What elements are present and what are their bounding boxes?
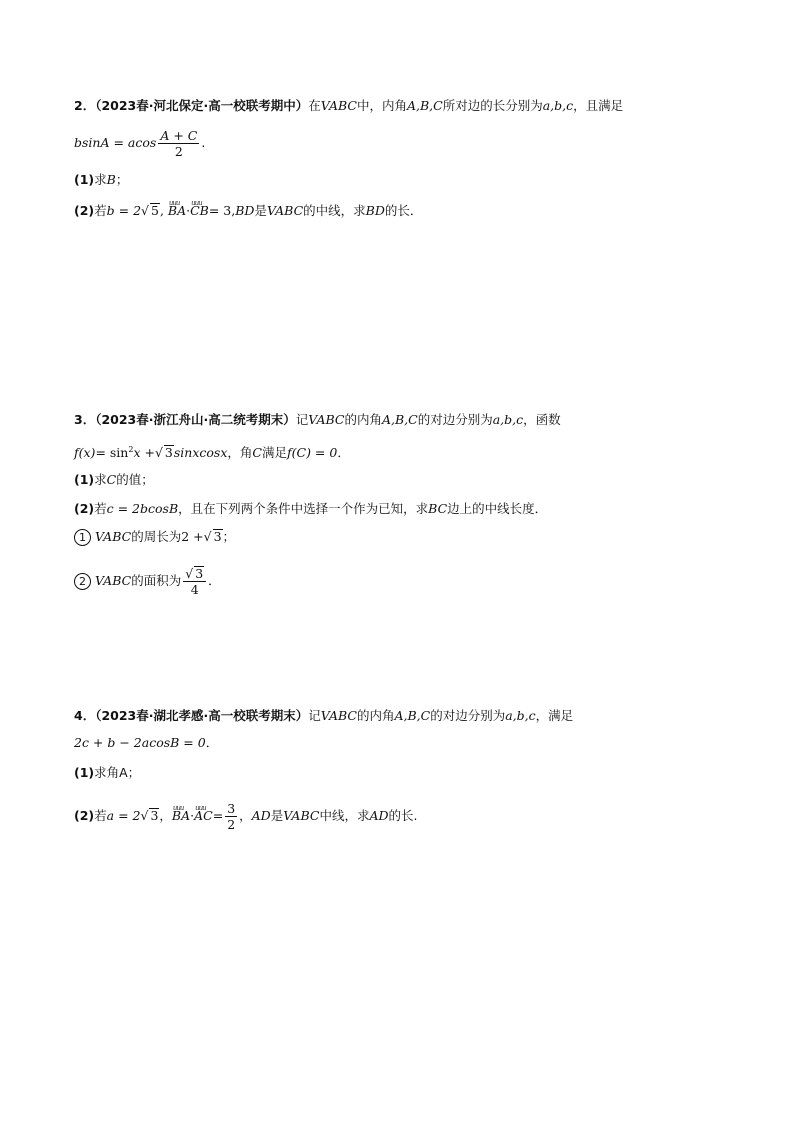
q3-circle-1: 1 <box>74 529 91 546</box>
q3-part2 <box>74 500 547 518</box>
q2-part2-text: 若 <box>94 203 107 218</box>
q4-number: 4． <box>74 708 96 723</box>
q4-text: 中线，求 <box>319 808 370 823</box>
q3-part1-end: 的值； <box>116 472 154 487</box>
q3-triangle: VABC <box>308 412 345 427</box>
q3-c1-end: ； <box>222 529 236 544</box>
q3-f-rest: sinxcosx <box>173 445 228 461</box>
q2-dot: · <box>186 203 191 218</box>
q4-triangle2: VABC <box>283 808 320 823</box>
q4-part2-a: a = 2 <box>106 808 141 823</box>
q2-end: 的长． <box>384 203 423 218</box>
q2-fraction <box>158 128 199 159</box>
q2-stem-text: 所对边的长分别为 <box>442 98 543 113</box>
q4-triangle: VABC <box>320 708 357 723</box>
q3-condition2 <box>74 566 221 597</box>
q4-text: 是 <box>270 808 284 823</box>
q2-part1-end: ； <box>115 172 129 187</box>
q3-fc: f(C) = 0 <box>287 445 338 461</box>
q3-c2-num: √ 3 <box>185 566 204 581</box>
q2-triangle2: VABC <box>266 203 304 218</box>
q2-stem-text: 在 <box>308 98 321 113</box>
q3-text: 满足 <box>261 445 287 461</box>
q4-eq-sign: = <box>212 808 224 823</box>
q4-fraction <box>225 801 237 832</box>
q3-part2-text: ，且在下列两个条件中选择一个作为已知，求 <box>178 501 429 516</box>
q2-part1-var: B <box>106 172 116 187</box>
q4-ad2: AD <box>369 808 389 823</box>
q4-dot: · <box>190 808 195 823</box>
q4-vector-ba: uuu BA <box>172 807 190 825</box>
q4-stem-text: 的内角 <box>356 708 395 723</box>
q4-end: 的长. <box>388 808 418 823</box>
q3-source: （2023春·浙江舟山·高二统考期末） <box>95 412 296 427</box>
q3-f-eq: = sin <box>95 445 129 461</box>
q2-stem-text: ，且满足 <box>573 98 624 113</box>
q4-stem-text: 的对边分别为 <box>430 708 506 723</box>
q3-part1-var: C <box>106 472 117 487</box>
q3-f-sup: 2 <box>128 445 134 454</box>
q2-part1-label: (1) <box>74 172 95 187</box>
q3-bc: BC <box>428 501 448 516</box>
q2-frac-num: A + C <box>160 128 198 143</box>
q4-part1 <box>74 764 140 782</box>
q3-circle-2: 2 <box>74 573 91 590</box>
q4-vector-ac: uuu AC <box>194 807 213 825</box>
q2-eq-end: . <box>201 135 206 150</box>
q4-stem-text: ，满足 <box>535 708 574 723</box>
q3-part2-text: 若 <box>94 501 107 516</box>
q3-c1-val: 2 + <box>181 529 204 544</box>
q4-part2-sqrt: 3 <box>150 808 159 823</box>
q2-angles: A,B,C <box>406 98 443 113</box>
q2-stem-text: 中，内角 <box>356 98 407 113</box>
q4-part2-label: (2) <box>74 808 95 823</box>
q3-end: ． <box>337 445 350 461</box>
q3-f-x: x + <box>133 445 155 461</box>
q3-c: C <box>252 445 262 461</box>
q3-stem <box>74 411 561 429</box>
q4-comma2: ， <box>239 808 252 823</box>
q2-part2-label: (2) <box>74 203 95 218</box>
q3-part1 <box>74 471 154 489</box>
q3-c2-tri: VABC <box>95 573 132 588</box>
q2-text: 的中线，求 <box>303 203 366 218</box>
q4-frac-num: 3 <box>227 801 236 816</box>
q4-source: （2023春·湖北孝感·高一校联考期末） <box>95 708 309 723</box>
q3-c1-tri: VABC <box>95 529 132 544</box>
q3-stem-text: 的内角 <box>344 412 382 427</box>
q3-c2-end: ． <box>208 573 221 588</box>
q3-f-left: f(x) <box>74 445 96 461</box>
q3-stem-text: 记 <box>295 412 309 427</box>
q4-sides: a,b,c <box>505 708 536 723</box>
q2-triangle: VABC <box>320 98 357 113</box>
q2-stem <box>74 97 623 115</box>
q2-number: 2． <box>74 98 96 113</box>
q3-part2-eq: c = 2bcosB <box>106 501 179 516</box>
q2-eq-left: bsinA = acos <box>74 135 157 150</box>
q3-condition1: 1 VABC的周长为2 +√ 3； <box>74 528 235 546</box>
q3-part2-label: (2) <box>74 501 95 516</box>
q2-part1-text: 求 <box>94 172 107 187</box>
q4-part2-text: 若 <box>94 808 107 823</box>
q3-c1-text: 的周长为 <box>131 529 182 544</box>
q4-part1-label: (1) <box>74 765 95 780</box>
q2-bd: BD <box>235 203 255 218</box>
q3-function: $f(x)= \sin^2x$ +√ 3sinxcosx，角C满足f(C) = 0． <box>74 445 350 461</box>
q4-eq: 2c + b − 2acosB = 0 <box>74 735 206 750</box>
q3-c2-fraction <box>183 566 206 597</box>
q2-vector-cb: uuu CB <box>190 202 209 220</box>
q2-bd2: BD <box>365 203 385 218</box>
q2-source: （2023春·河北保定·高一校联考期中） <box>95 98 309 113</box>
q3-stem-text: ，函数 <box>523 412 561 427</box>
q4-angles: A,B,C <box>394 708 431 723</box>
q3-c2-text: 的面积为 <box>131 573 182 588</box>
q2-text: 是 <box>254 203 267 218</box>
q3-f-sqrt: 3 <box>164 445 173 461</box>
q3-sides: a,b,c <box>492 412 524 427</box>
q3-c2-den: 4 <box>183 581 206 597</box>
q4-comma: ， <box>159 808 172 823</box>
q3-part1-label: (1) <box>74 472 95 487</box>
q4-ad: AD <box>251 808 271 823</box>
q2-equation <box>74 128 205 159</box>
q3-number: 3． <box>74 412 96 427</box>
q2-cond: = 3, <box>208 203 236 218</box>
q2-part2-sqrt: 5 <box>150 203 159 218</box>
q4-stem-text: 记 <box>308 708 321 723</box>
q3-c1-sqrt: 3 <box>213 529 222 544</box>
q3-part1-text: 求 <box>94 472 107 487</box>
q3-text: ，角 <box>227 445 253 461</box>
q2-frac-den: 2 <box>158 143 199 159</box>
q2-part2: (2)若b = 2√ 5, uuu BA·uuu CB= 3,BD是VABC的中线，求BD的长． <box>74 202 422 220</box>
q4-frac-den: 2 <box>227 817 236 832</box>
q4-part2: (2)若a = 2√ 3，uuu BA·uuu AC= $\frac{3}{2}$ ，AD是VABC中线，求AD的长. <box>74 801 418 832</box>
q2-sides: a,b,c <box>542 98 574 113</box>
q4-part1-text: 求角A； <box>94 765 141 780</box>
q4-stem <box>74 707 573 725</box>
q2-vector-ba: uuu BA <box>168 202 186 220</box>
q2-part1 <box>74 171 128 189</box>
q3-c2-num-sqrt: 3 <box>195 566 204 581</box>
q2-part2-b: b = 2 <box>106 203 142 218</box>
q4-equation <box>74 734 218 752</box>
q3-part2-text: 边上的中线长度． <box>447 501 548 516</box>
q4-eq-end: ． <box>205 735 219 750</box>
q3-stem-text: 的对边分别为 <box>417 412 493 427</box>
q3-angles: A,B,C <box>381 412 418 427</box>
